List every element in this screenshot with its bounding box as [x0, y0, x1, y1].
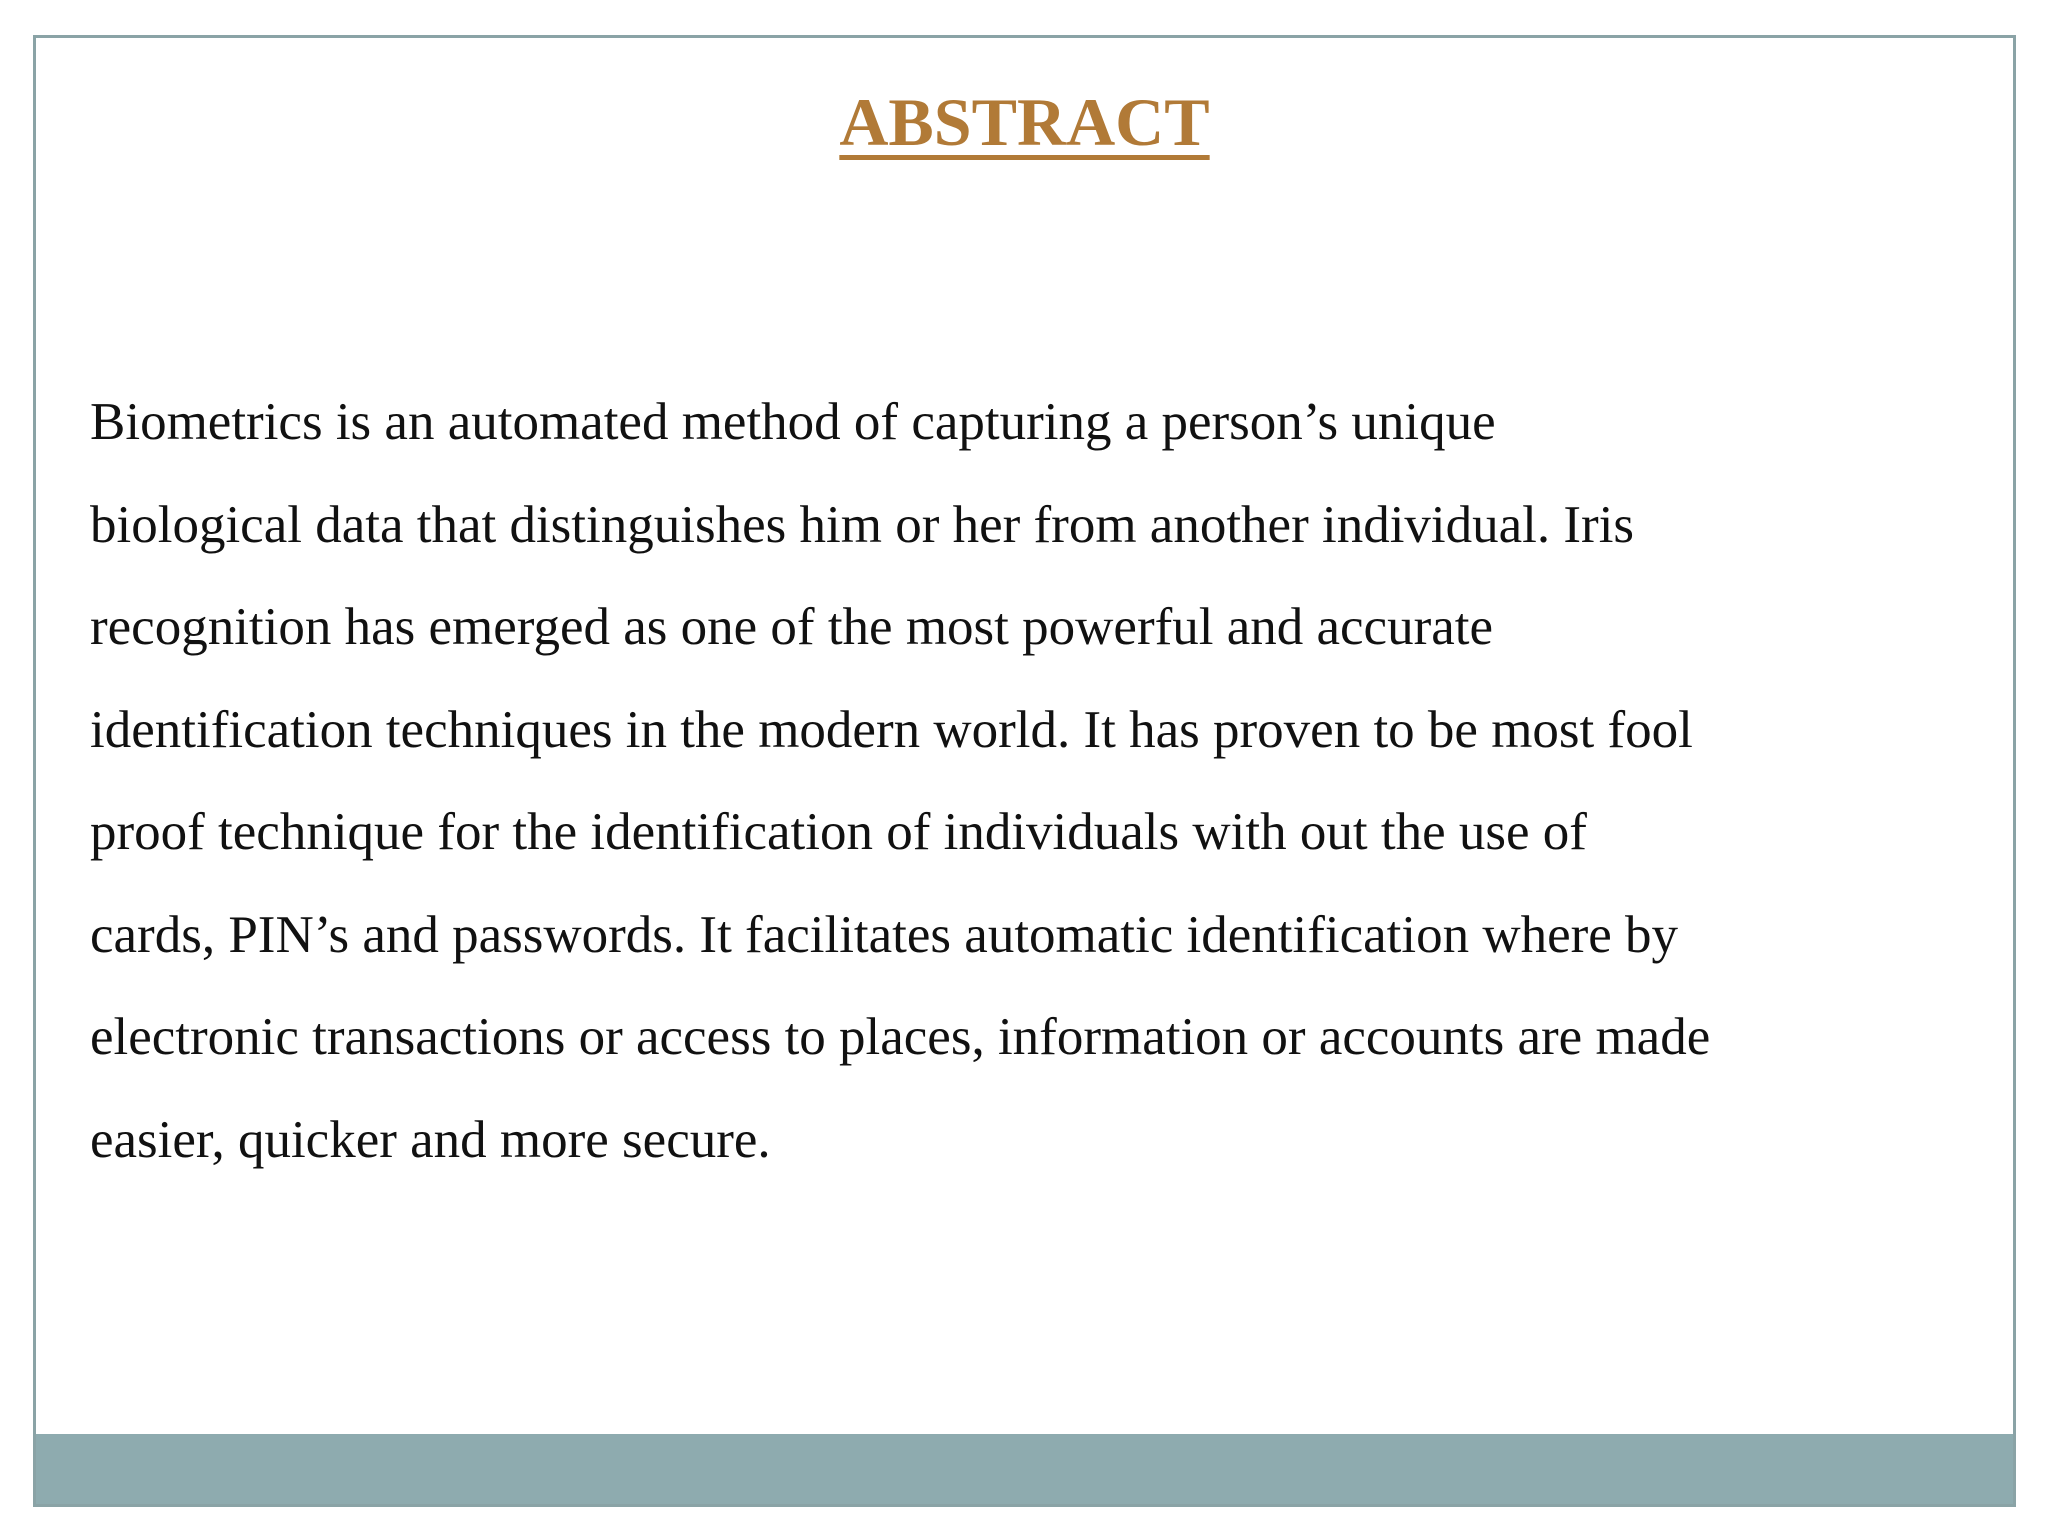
slide-frame: [33, 35, 2016, 1507]
footer-band: [36, 1434, 2013, 1504]
abstract-line: electronic transactions or access to places, information or accounts are made: [90, 1008, 1711, 1066]
abstract-line: biological data that distinguishes him or her from another individual. Iris: [90, 495, 1635, 554]
abstract-line: Biometrics is an automated method of capturing a person’s unique: [90, 393, 1496, 451]
slide-title: ABSTRACT: [839, 84, 1210, 160]
abstract-line: easier, quicker and more secure.: [90, 1110, 771, 1169]
abstract-line: cards, PIN’s and passwords. It facilitates automatic identification where by: [90, 905, 1679, 964]
abstract-line: recognition has emerged as one of the most powerful and accurate: [90, 598, 1493, 656]
abstract-body: [90, 371, 1970, 1191]
abstract-line: identification techniques in the modern world. It has proven to be most fool: [90, 700, 1693, 759]
abstract-line: proof technique for the identification of individuals with out the use of: [90, 803, 1587, 861]
